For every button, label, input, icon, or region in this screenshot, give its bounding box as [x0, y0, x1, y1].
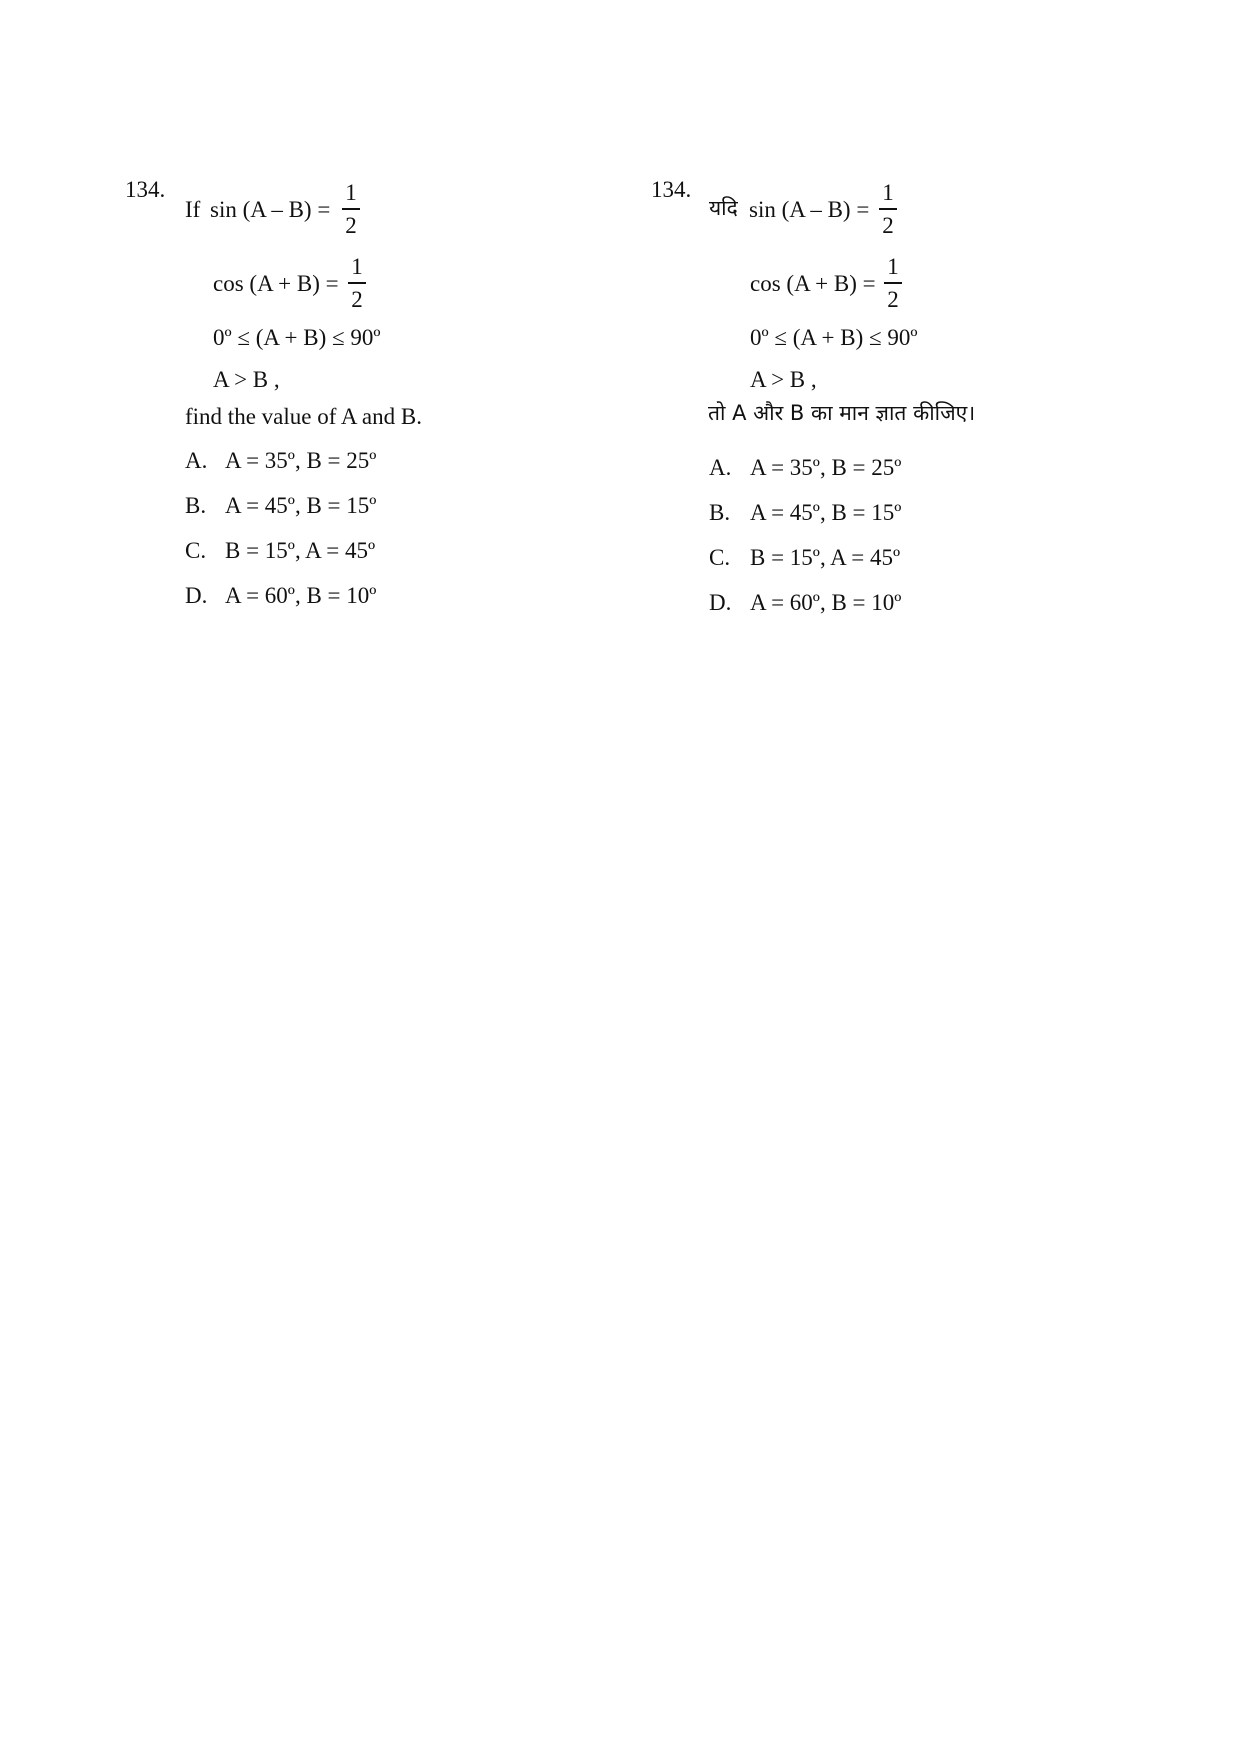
condition-range: 0º ≤ (A + B) ≤ 90º — [213, 325, 381, 350]
option-text: A = 35º, B = 25º — [750, 455, 902, 480]
equation-cos-lhs: cos (A + B) = — [750, 271, 876, 296]
option-text: A = 45º, B = 15º — [225, 493, 377, 518]
question-intro: यदि — [709, 196, 738, 220]
question-prompt: find the value of A and B. — [185, 404, 422, 429]
condition-order: A > B , — [750, 367, 817, 392]
option-letter: C. — [185, 538, 207, 563]
option-text: A = 35º, B = 25º — [225, 448, 377, 473]
option-text: B = 15º, A = 45º — [225, 538, 376, 563]
option-letter: A. — [185, 448, 208, 473]
equation-sin-lhs: sin (A – B) = — [210, 197, 331, 222]
option-text: B = 15º, A = 45º — [750, 545, 901, 570]
option-letter: B. — [709, 500, 731, 525]
question-intro: If — [185, 197, 201, 222]
condition-order: A > B , — [213, 367, 280, 392]
question-prompt: तो A और B का मान ज्ञात कीजिए। — [708, 401, 976, 425]
option-text: A = 60º, B = 10º — [750, 590, 902, 615]
option-text: A = 60º, B = 10º — [225, 583, 377, 608]
fraction-one-half: 1 2 — [879, 181, 897, 237]
equation-sin-lhs: sin (A – B) = — [749, 197, 870, 222]
condition-range: 0º ≤ (A + B) ≤ 90º — [750, 325, 918, 350]
fraction-one-half: 1 2 — [342, 181, 360, 237]
equation-cos-lhs: cos (A + B) = — [213, 271, 339, 296]
question-number: 134. — [125, 177, 166, 202]
option-letter: D. — [185, 583, 208, 608]
fraction-one-half: 1 2 — [348, 255, 366, 311]
option-letter: D. — [709, 590, 732, 615]
option-letter: C. — [709, 545, 731, 570]
fraction-one-half: 1 2 — [884, 255, 902, 311]
option-letter: B. — [185, 493, 207, 518]
option-text: A = 45º, B = 15º — [750, 500, 902, 525]
option-letter: A. — [709, 455, 732, 480]
question-number: 134. — [651, 177, 692, 202]
